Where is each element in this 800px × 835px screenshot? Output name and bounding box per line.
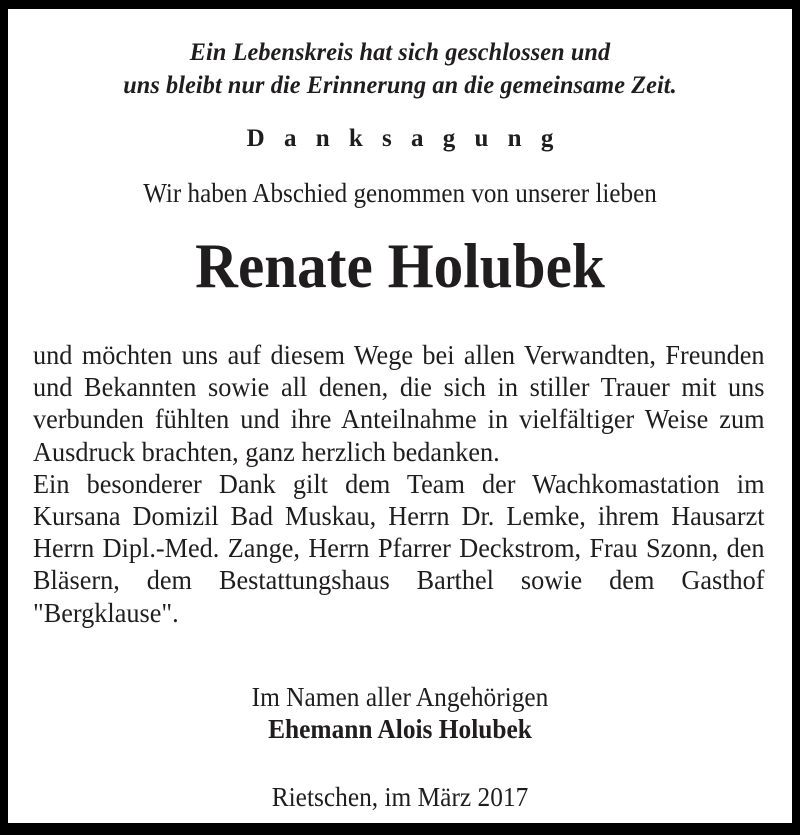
lead-in-text: Wir haben Abschied genommen von unserer lieben (143, 178, 657, 208)
body-paragraph-special-thanks: Ein besonderer Dank gilt dem Team der Wachkomastation im Kursana Domizil Bad Muskau, Herrn Dr. Lemke, ihrem Hausarzt Herrn Dipl.-Med. Zange, Herrn Pfarrer Deckstrom, Frau Szonn, den Bläsern, dem Bestattungshaus Barthel sowie dem Gasthof "Bergklause". (33, 467, 765, 628)
memorial-verse-line-2: uns bleibt nur die Erinnerung an die gemeinsame Zeit. (123, 70, 677, 99)
notice-heading: D a n k s a g u n g (246, 125, 560, 152)
deceased-name: Renate Holubek (195, 231, 605, 301)
memorial-verse (28, 9, 773, 101)
notice-body-text (33, 339, 765, 629)
closing-block (8, 681, 792, 813)
closing-place-date: Rietschen, im März 2017 (271, 782, 529, 812)
closing-on-behalf: Im Namen aller Angehörigen (251, 682, 549, 712)
closing-signatory: Ehemann Alois Holubek (268, 714, 532, 744)
body-paragraph-thanks: und möchten uns auf diesem Wege bei allen Verwandten, Freunden und Bekannten sowie all denen, die sich in stiller Trauer mit uns verbunden fühlten und ihre Anteilnahme in vielfältiger Weise zum Ausdruck brachten, ganz herzlich bedanken. (33, 339, 765, 467)
memorial-verse-line-1: Ein Lebenskreis hat sich geschlossen und (189, 37, 611, 66)
obituary-notice-body (8, 9, 792, 823)
